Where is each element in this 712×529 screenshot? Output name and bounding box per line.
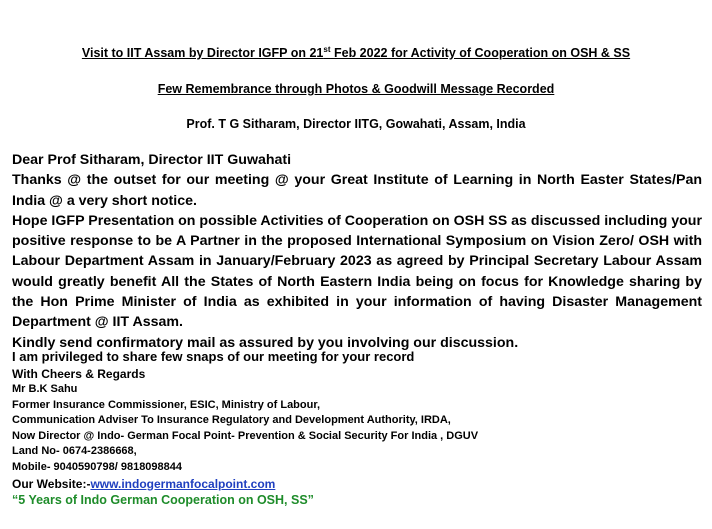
- paragraph-snaps: I am privileged to share few snaps of our meeting for your record: [12, 349, 415, 364]
- sender-role-1: Former Insurance Commissioner, ESIC, Ministry of Labour,: [12, 398, 321, 411]
- website-label: Our Website:-: [12, 476, 91, 491]
- title-text-end: Feb 2022 for Activity of Cooperation on OSH & SS: [330, 46, 631, 61]
- document-subtitle: Few Remembrance through Photos & Goodwill Message Recorded: [157, 82, 555, 96]
- document-title: [0, 45, 712, 60]
- website-link[interactable]: www.indogermanfocalpoint.com: [90, 476, 276, 491]
- motto: “5 Years of Indo German Cooperation on OSH, SS”: [12, 492, 314, 507]
- addressee-line: Prof. T G Sitharam, Director IITG, Gowahati, Assam, India: [186, 117, 526, 131]
- sender-role-3: Now Director @ Indo- German Focal Point- Prevention & Social Security For India , DGUV: [12, 429, 479, 442]
- letter-body: [12, 150, 702, 353]
- sender-role-2: Communication Adviser To Insurance Regulatory and Development Authority, IRDA,: [12, 414, 451, 427]
- website-line: [12, 476, 478, 492]
- landline-number: Land No- 0674-2386668,: [12, 445, 137, 458]
- signature-block: [12, 349, 479, 508]
- closing-line: With Cheers & Regards: [12, 367, 146, 381]
- paragraph-cooperation: Hope IGFP Presentation on possible Activities of Cooperation on OSH SS as discussed including your positive response to be A Partner in the proposed International Symposium on Vision Zero/ OSH with Labour Department Assam in January/February 2023 as agreed by Principal Secretary Labour Assam would greatly benefit All the States of North Eastern India being on focus for Knowledge sharing by the Hon Prime Minister of India as exhibited in your information of having Disaster Management Department @ IIT Assam.: [12, 212, 702, 331]
- mobile-number: Mobile- 9040590798/ 9818098844: [12, 461, 183, 474]
- sender-name: Mr B.K Sahu: [12, 383, 78, 396]
- salutation: Dear Prof Sitharam, Director IIT Guwahati: [12, 152, 292, 168]
- paragraph-thanks: Thanks @ the outset for our meeting @ your Great Institute of Learning in North Easter States/Pan India @ a very short notice.: [12, 172, 702, 209]
- title-superscript: st: [323, 45, 331, 54]
- title-text: Visit to IIT Assam by Director IGFP on 21: [81, 46, 324, 61]
- paragraph-request: Kindly send confirmatory mail as assured by you involving our discussion.: [12, 334, 519, 351]
